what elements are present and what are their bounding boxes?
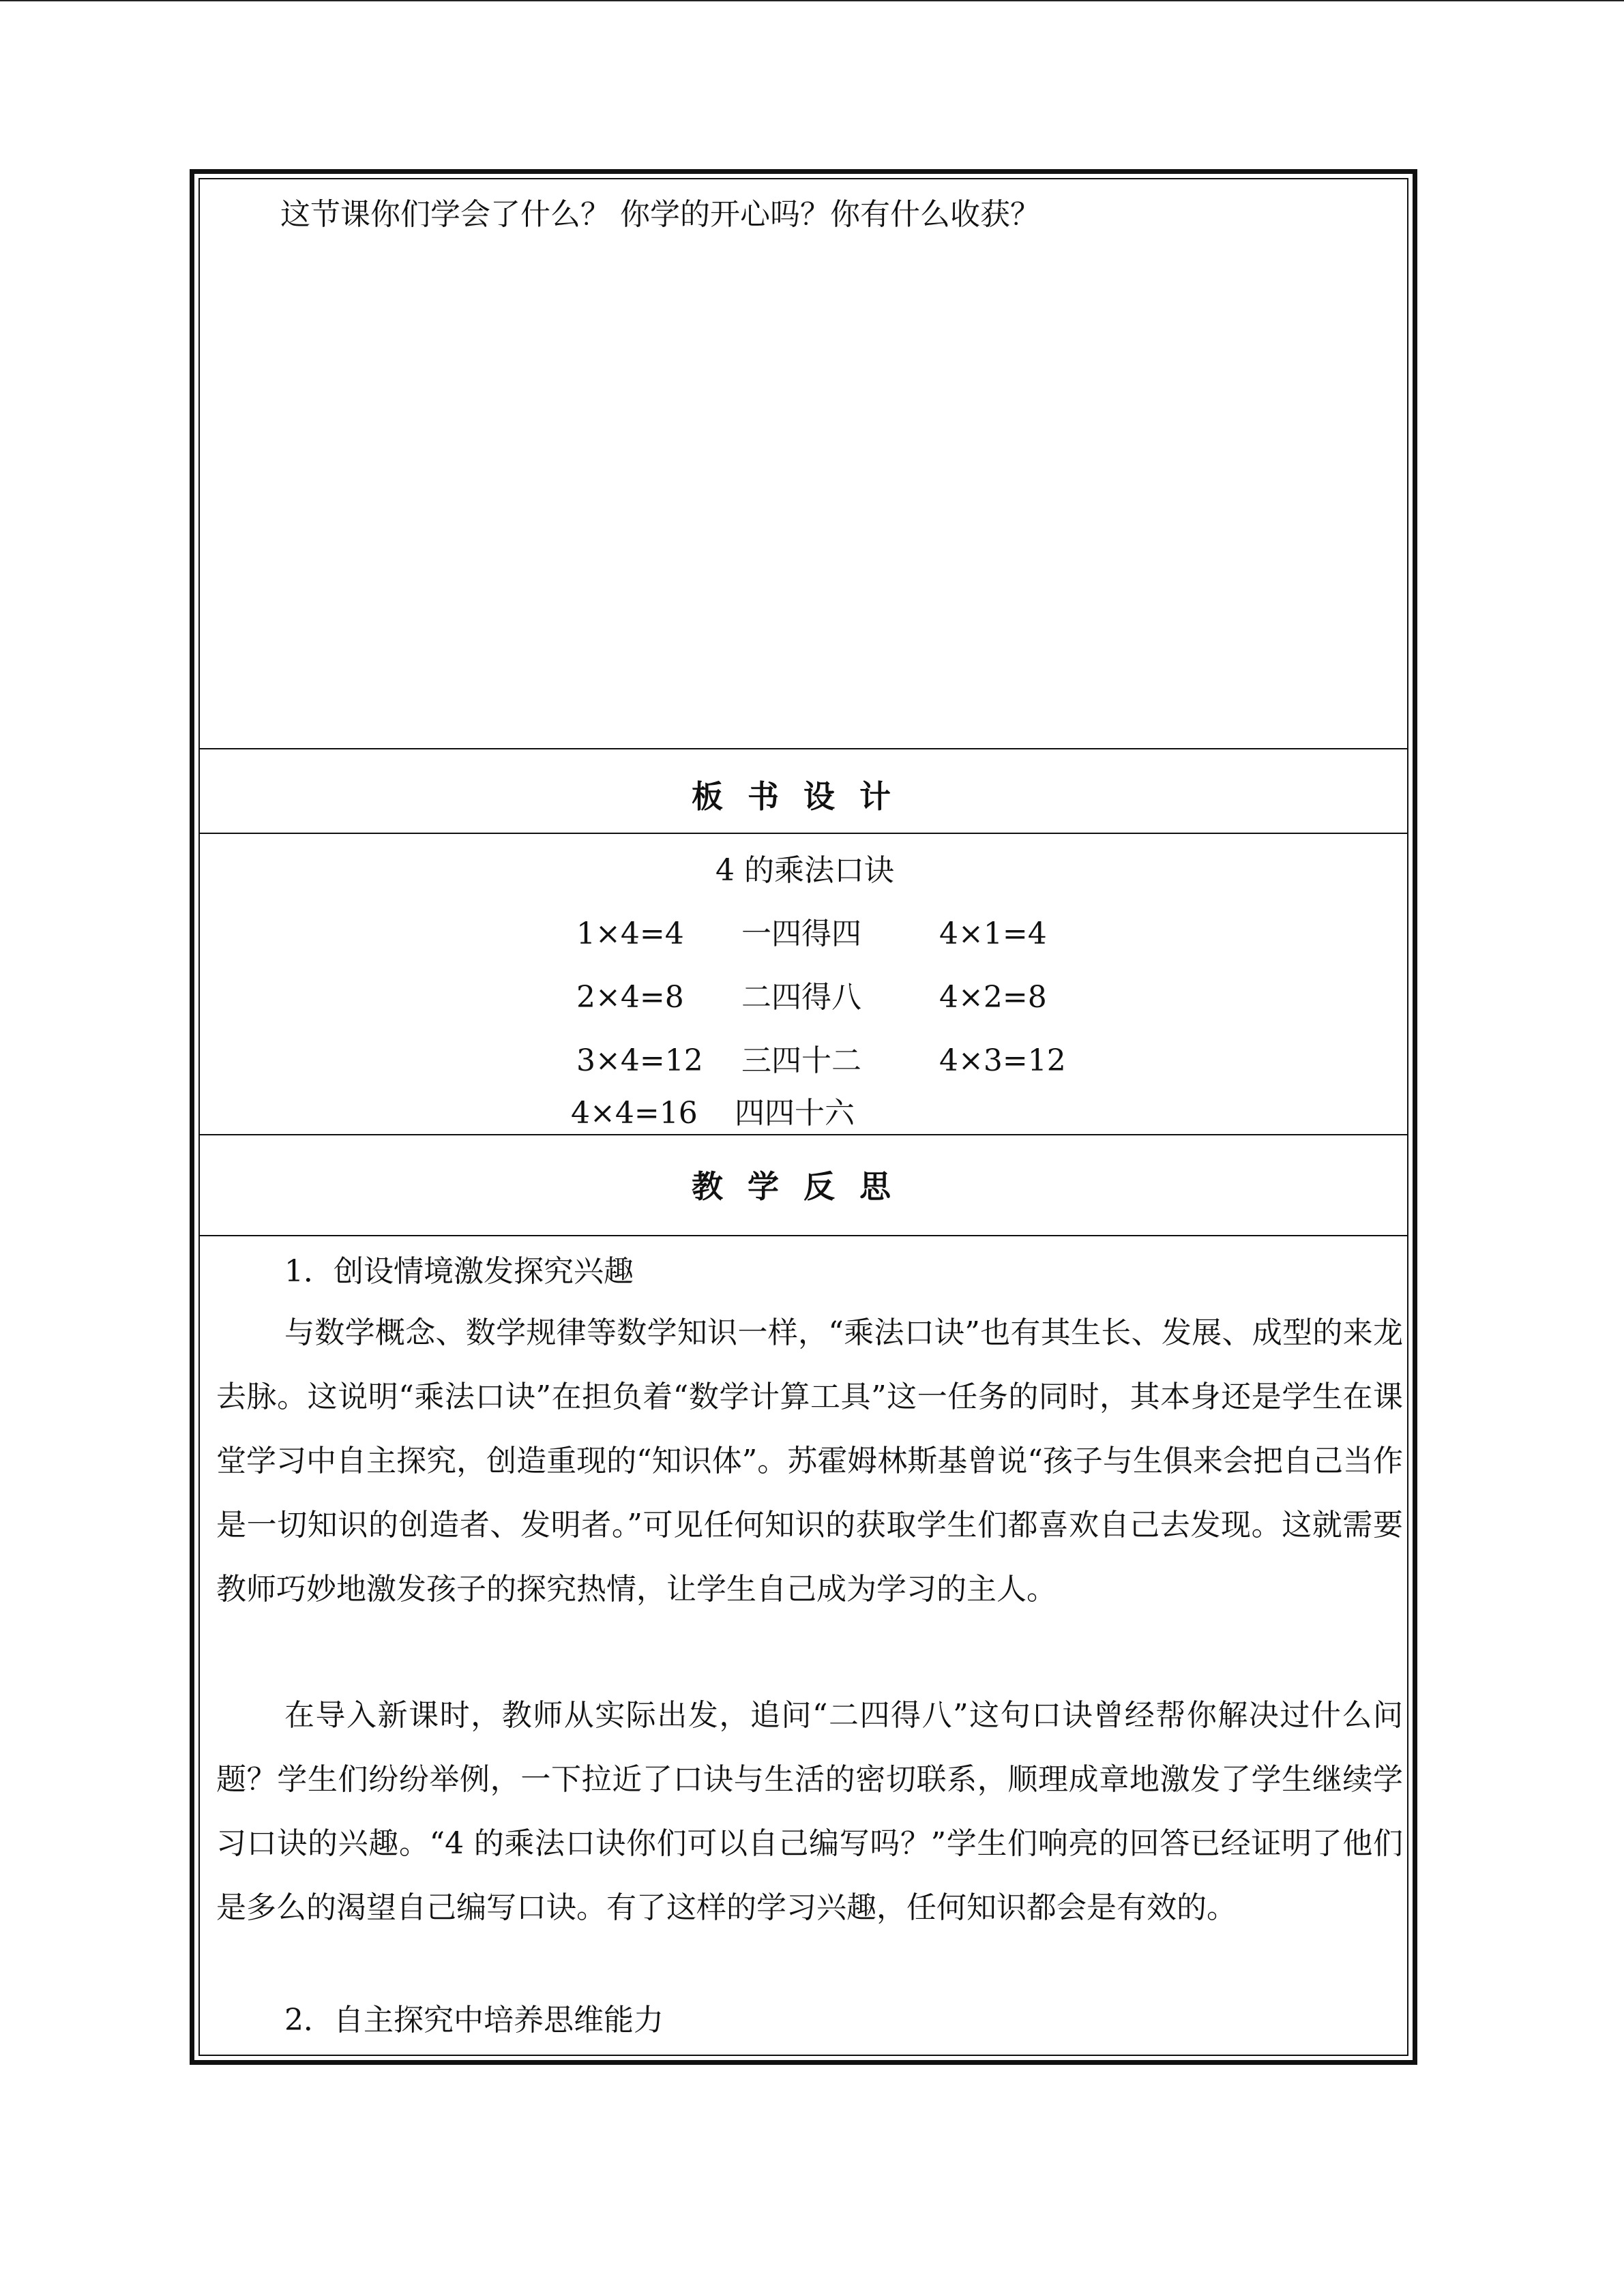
board-row-4-rhyme: 四四十六 — [735, 1096, 855, 1131]
board-row-1-commuted: 4×1=4 — [939, 916, 1047, 951]
board-row-1-rhyme: 一四得四 — [741, 916, 861, 951]
row-divider — [200, 833, 1407, 834]
row-divider — [200, 1235, 1407, 1236]
board-row-2-commuted: 4×2=8 — [939, 980, 1047, 1015]
board-row-3-commuted: 4×3=12 — [939, 1043, 1066, 1078]
board-design-heading: 板书设计 — [692, 778, 915, 815]
reflection-paragraph-1: 与数学概念、数学规律等数学知识一样，“乘法口诀”也有其生长、发展、成型的来龙去脉。这说明“乘法口诀”在担负着“数学计算工具”这一任务的同时，其本身还是学生在课堂学习中自主探究，创造重现的“知识体”。苏霍姆林斯基曾说“孩子与生俱来会把自己当作是一切知识的创造者、发明者。”可见任何知识的获取学生们都喜欢自己去发现。这就需要教师巧妙地激发孩子的探究热情，让学生自己成为学习的主人。 — [216, 1315, 1403, 1607]
page-top-rule — [0, 0, 1624, 1]
board-row-1-equation: 1×4=4 — [576, 916, 684, 951]
lesson-plan-table — [190, 169, 1417, 2065]
board-row-2-equation: 2×4=8 — [576, 980, 684, 1015]
row-divider — [200, 1134, 1407, 1135]
reflection-paragraph-2: 在导入新课时，教师从实际出发，追问“二四得八”这句口诀曾经帮你解决过什么问题？学生们纷纷举例，一下拉近了口诀与生活的密切联系，顺理成章地激发了学生继续学习口诀的兴趣。“4 的乘法口诀你们可以自己编写吗？”学生们响亮的回答已经证明了他们是多么的渴望自己编写口诀。有了这样的学习兴趣，任何知识都会是有效的。 — [216, 1698, 1403, 1925]
board-row-3-equation: 3×4=12 — [576, 1043, 703, 1078]
board-row-2-rhyme: 二四得八 — [741, 980, 861, 1015]
summary-question: 这节课你们学会了什么？ 你学的开心吗？你有什么收获？ — [280, 197, 1040, 232]
reflection-point-2-title: 2．自主探究中培养思维能力 — [284, 2003, 664, 2038]
board-row-4-equation: 4×4=16 — [571, 1096, 698, 1131]
reflection-point-1-title: 1．创设情境激发探究兴趣 — [284, 1254, 634, 1289]
row-divider — [200, 748, 1407, 749]
reflection-heading: 教学反思 — [692, 1168, 915, 1205]
board-design-title: 4 的乘法口诀 — [715, 853, 894, 888]
board-row-3-rhyme: 三四十二 — [741, 1043, 861, 1078]
table-inner-border — [198, 178, 1408, 2056]
